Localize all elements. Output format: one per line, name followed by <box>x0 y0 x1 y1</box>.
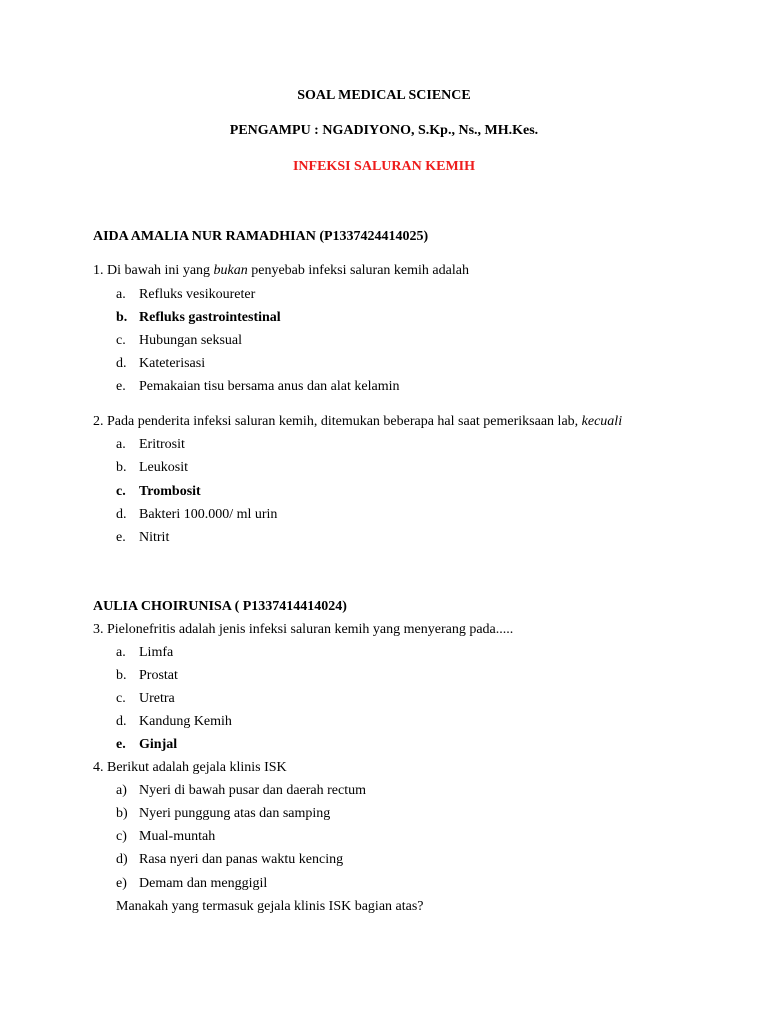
q4-option-a: a) Nyeri di bawah pusar dan daerah rectum <box>116 783 367 798</box>
question-4-followup: Manakah yang termasuk gejala klinis ISK bagian atas? <box>116 899 424 914</box>
question-2-prefix: 2. Pada penderita infeksi saluran kemih, ditemukan beberapa hal saat pemeriksaan lab, <box>93 414 582 429</box>
question-1-prefix: 1. Di bawah ini yang <box>93 263 214 278</box>
author-heading-2: AULIA CHOIRUNISA ( P1337414414024) <box>93 599 347 614</box>
question-4: 4. Berikut adalah gejala klinis ISK <box>93 760 287 775</box>
topic-heading: INFEKSI SALURAN KEMIH <box>292 159 476 174</box>
q2-option-d: d. Bakteri 100.000/ ml urin <box>116 507 278 522</box>
q3-option-b: b. Prostat <box>116 668 178 683</box>
q3-option-e-correct: e. Ginjal <box>116 737 178 752</box>
q4-option-e: e) Demam dan menggigil <box>116 876 268 891</box>
question-1-suffix: penyebab infeksi saluran kemih adalah <box>247 263 469 278</box>
q1-option-c: c. Hubungan seksual <box>116 333 243 348</box>
q4-option-d: d) Rasa nyeri dan panas waktu kencing <box>116 852 344 867</box>
q1-option-e: e. Pemakaian tisu bersama anus dan alat kelamin <box>116 379 400 394</box>
q3-option-d: d. Kandung Kemih <box>116 714 232 729</box>
q2-option-c-correct: c. Trombosit <box>116 484 201 499</box>
q4-option-c: c) Mual-muntah <box>116 829 216 844</box>
q4-option-b: b) Nyeri punggung atas dan samping <box>116 806 331 821</box>
q2-option-b: b. Leukosit <box>116 460 188 475</box>
question-2 <box>93 414 622 430</box>
q1-option-a: a. Refluks vesikoureter <box>116 287 256 302</box>
question-3: 3. Pielonefritis adalah jenis infeksi saluran kemih yang menyerang pada..... <box>93 622 514 637</box>
q3-option-c: c. Uretra <box>116 691 175 706</box>
q2-option-a: a. Eritrosit <box>116 437 185 452</box>
document-title: SOAL MEDICAL SCIENCE <box>297 88 471 103</box>
question-1 <box>93 263 469 279</box>
q2-option-e: e. Nitrit <box>116 530 170 545</box>
q3-option-a: a. Limfa <box>116 645 174 660</box>
question-2-emphasis: kecuali <box>581 414 623 429</box>
q1-option-b-correct: b. Refluks gastrointestinal <box>116 310 281 325</box>
q1-option-d: d. Kateterisasi <box>116 356 206 371</box>
author-heading-1: AIDA AMALIA NUR RAMADHIAN (P1337424414025) <box>93 229 429 244</box>
question-1-emphasis: bukan <box>213 263 248 278</box>
lecturer-line: PENGAMPU : NGADIYONO, S.Kp., Ns., MH.Kes. <box>229 123 539 138</box>
